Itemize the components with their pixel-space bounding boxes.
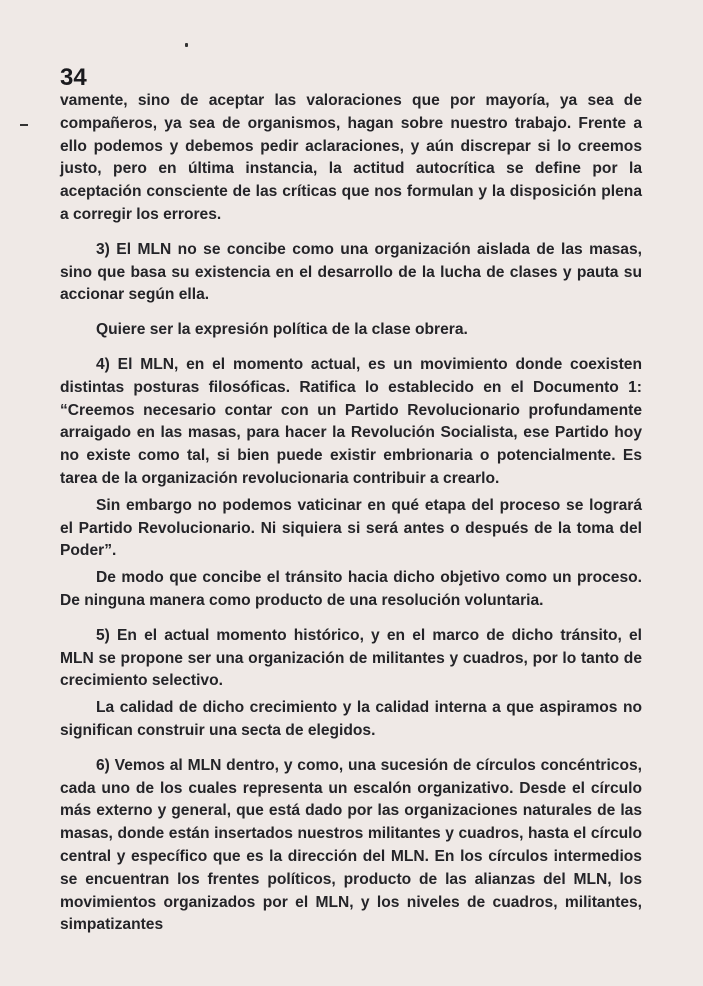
paragraph-point-3: 3) El MLN no se concibe como una organización aislada de las masas, sino que basa su existencia en el desarrollo de la lucha de clases y pauta su accionar según ella. <box>60 240 642 304</box>
paragraph-quality: La calidad de dicho crecimiento y la calidad interna a que aspiramos no significan construir una secta de elegidos. <box>60 699 642 739</box>
paragraph-point-5: 5) En el actual momento histórico, y en el marco de dicho tránsito, el MLN se propone ser una organización de militantes y cuadros, por lo tanto de crecimiento selectivo. <box>60 626 642 690</box>
paragraph-continuation: vamente, sino de aceptar las valoraciones que por mayoría, ya sea de compañeros, ya sea de organismos, hagan sobre nuestro trabajo. Frente a ello podemos y debemos pedir aclaraciones, y aún discrepar si lo creemos justo, pero en última instancia, la actitud autocrítica se define por la aceptación consciente de las críticas que nos formulan y la disposición plena a corregir los errores. <box>60 92 642 223</box>
page-number: 34 <box>60 64 87 91</box>
paragraph-process: De modo que concibe el tránsito hacia dicho objetivo como un proceso. De ninguna manera como producto de una resolución voluntaria. <box>60 569 642 609</box>
print-speck <box>185 43 188 47</box>
paragraph-point-4: 4) El MLN, en el momento actual, es un movimiento donde coexisten distintas posturas filosóficas. Ratifica lo establecido en el Documento 1: “Creemos necesario contar con un Partido Revolucionario profundamente arraigado en las masas, para hacer la Revolución Socialista, ese Partido hoy no existe como tal, si bien puede existir embrionaria o potencialmente. Es tarea de la organización revolucionaria contribuir a crearlo. <box>60 355 642 487</box>
body-text <box>60 90 642 937</box>
margin-mark <box>20 124 28 126</box>
paragraph-point-6: 6) Vemos al MLN dentro, y como, una sucesión de círculos concéntricos, cada uno de los cuales representa un escalón organizativo. Desde el círculo más externo y general, que está dado por las organizaciones naturales de las masas, donde están insertados nuestros militantes y cuadros, hasta el círculo central y específico que es la dirección del MLN. En los círculos intermedios se encuentran los frentes políticos, producto de las alianzas del MLN, los movimientos organizados por el MLN, y los niveles de cuadros, militantes, simpatizantes <box>60 756 642 934</box>
paragraph-revolutionary-party: Sin embargo no podemos vaticinar en qué etapa del proceso se logrará el Partido Revolucionario. Ni siquiera si será antes o después de la toma del Poder”. <box>60 496 642 560</box>
paragraph-political-expression: Quiere ser la expresión política de la clase obrera. <box>96 321 468 339</box>
